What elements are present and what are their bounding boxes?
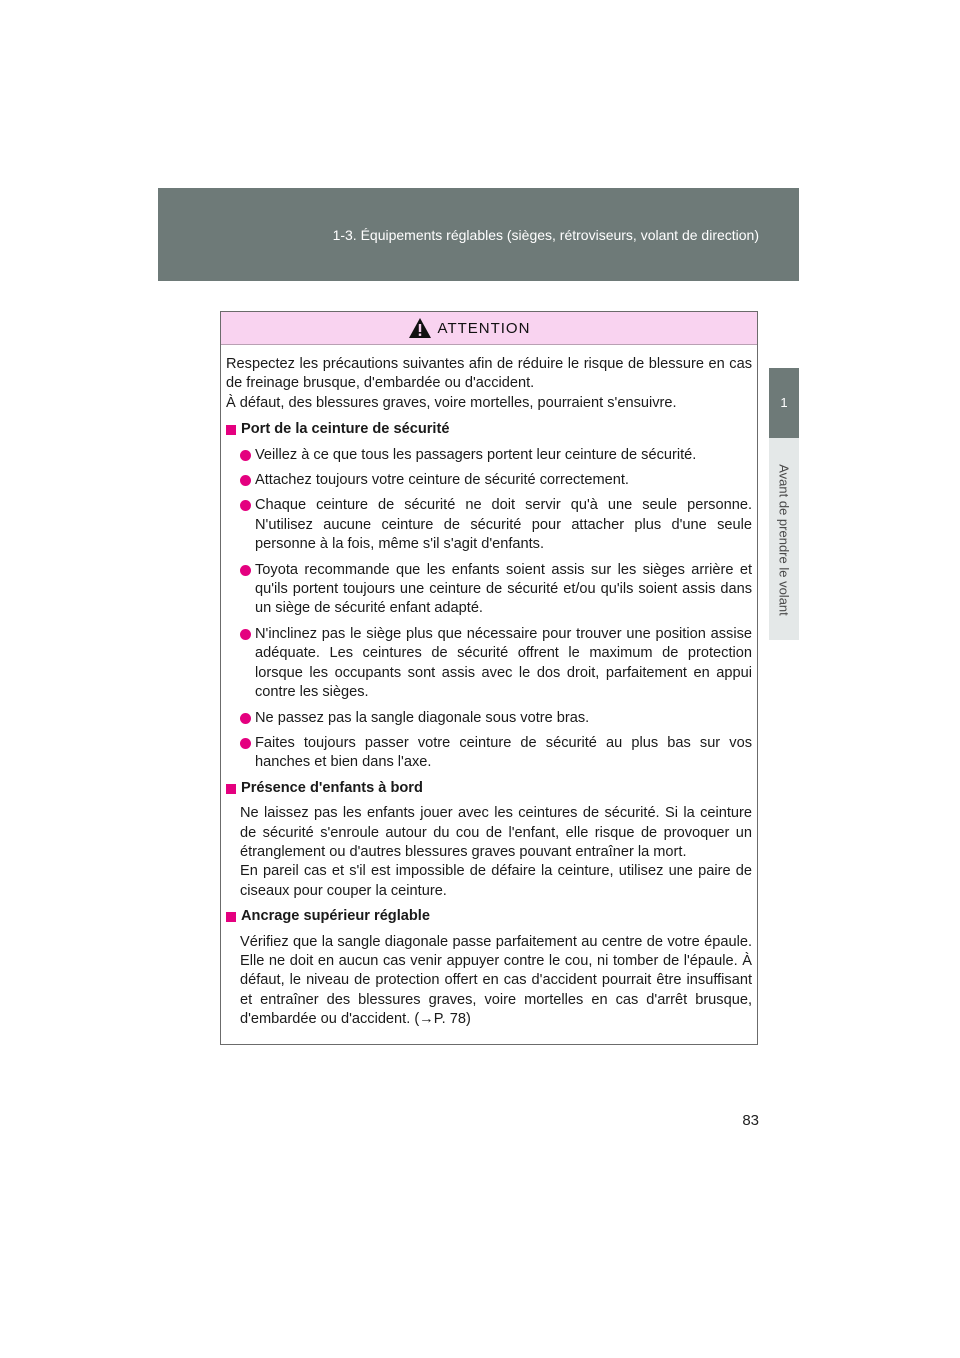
section-paragraph: En pareil cas et s'il est impossible de défaire la ceinture, utilisez une paire de ciseaux pour couper la ceinture. xyxy=(240,863,752,899)
caution-header xyxy=(221,312,757,345)
magenta-dot-icon xyxy=(240,565,251,576)
section-paragraph: Vérifiez que la sangle diagonale passe parfaitement au centre de votre épaule. Elle ne doit en aucun cas venir appuyer contre le cou, ni tomber de l'épaule. À défaut, le niveau de protection offert en cas d'accident pourrait être insuffisant et entraîner des blessures graves, voire mortelles en cas d'arrêt brusque, d'embardée ou d'accident. (→P. 78) xyxy=(240,933,752,1028)
chapter-header-band xyxy=(158,188,799,281)
list-item: Ne passez pas la sangle diagonale sous votre bras. xyxy=(226,709,752,728)
chapter-tab xyxy=(769,368,799,438)
magenta-dot-icon xyxy=(240,629,251,640)
magenta-dot-icon xyxy=(240,475,251,486)
page-number: 83 xyxy=(742,1112,759,1129)
section-heading: Ancrage supérieur réglable xyxy=(226,907,752,926)
magenta-dot-icon xyxy=(240,450,251,461)
caution-title: ATTENTION xyxy=(437,319,531,337)
magenta-square-icon xyxy=(226,425,236,435)
caution-body xyxy=(221,345,757,1030)
list-item: Faites toujours passer votre ceinture de sécurité au plus bas sur vos hanches et bien dans l'axe. xyxy=(226,734,752,773)
section-heading: Présence d'enfants à bord xyxy=(226,779,752,798)
intro-consequence: À défaut, des blessures graves, voire mortelles, pourraient s'ensuivre. xyxy=(226,394,677,411)
magenta-square-icon xyxy=(226,912,236,922)
magenta-dot-icon xyxy=(240,500,251,511)
caution-box xyxy=(220,311,758,1045)
magenta-square-icon xyxy=(226,784,236,794)
list-item: Veillez à ce que tous les passagers portent leur ceinture de sécurité. xyxy=(226,446,752,465)
section-title: 1-3. Équipements réglables (sièges, rétroviseurs, volant de direction) xyxy=(332,227,759,243)
list-item: Toyota recommande que les enfants soient assis sur les sièges arrière et qu'ils portent toujours une ceinture de sécurité et/ou qu'ils soient assis dans un siège de sécurité enfant adapté. xyxy=(226,561,752,619)
section-heading: Port de la ceinture de sécurité xyxy=(226,420,752,439)
list-item: Chaque ceinture de sécurité ne doit servir qu'à une seule personne. N'utilisez aucune ceinture de sécurité pour attacher plus d'une seule personne à la fois, même s'il s'agit d'enfants. xyxy=(226,496,752,554)
magenta-dot-icon xyxy=(240,713,251,724)
intro-paragraph: Respectez les précautions suivantes afin de réduire le risque de blessure en cas de freinage brusque, d'embardée ou d'accident. xyxy=(226,356,752,392)
section-paragraph: Ne laissez pas les enfants jouer avec les ceintures de sécurité. Si la ceinture de sécurité s'enroule autour du cou de l'enfant, elle risque de provoquer un étranglement ou d'autres blessures graves pouvant entraîner la mort. xyxy=(240,805,752,860)
warning-triangle-icon xyxy=(408,317,432,339)
list-item: Attachez toujours votre ceinture de sécurité correctement. xyxy=(226,471,752,490)
list-item: N'inclinez pas le siège plus que nécessaire pour trouver une position assise adéquate. Les ceintures de sécurité offrent le maximum de protection lorsque les occupants sont assis avec le dos droit, parfaitement en appui contre les sièges. xyxy=(226,625,752,703)
chapter-number: 1 xyxy=(780,395,788,410)
chapter-title-vertical: Avant de prendre le volant xyxy=(776,464,792,616)
magenta-dot-icon xyxy=(240,738,251,749)
